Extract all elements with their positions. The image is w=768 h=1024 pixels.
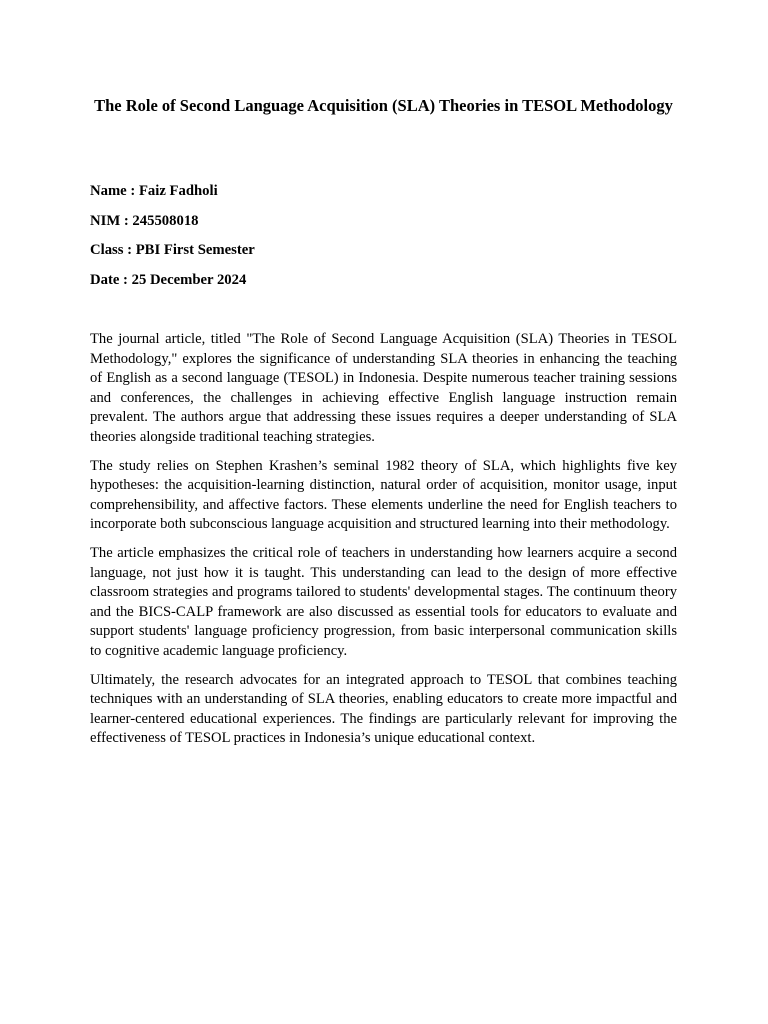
paragraph-3: The article emphasizes the critical role of teachers in understanding how learners acquire a second language, not just how it is taught. This understanding can lead to the design of more effective classroom strategies and programs tailored to students' developmental stages. The continuum theory and the BICS-CALP framework are also discussed as essential tools for educators to evaluate and support students' language proficiency progression, from basic interpersonal communication skills to cognitive academic language proficiency. — [90, 545, 677, 659]
paragraph-2: The study relies on Stephen Krashen’s seminal 1982 theory of SLA, which highlights five key hypotheses: the acquisition-learning distinction, natural order of acquisition, monitor usage, input comprehensibility, and affective factors. These elements underline the need for English teachers to incorporate both subconscious language acquisition and structured learning into their methodology. — [90, 457, 677, 532]
document-body — [90, 330, 677, 758]
document-title: The Role of Second Language Acquisition (SLA) Theories in TESOL Methodology — [94, 96, 673, 115]
meta-nim: NIM : 245508018 — [90, 212, 199, 229]
author-info-block — [90, 182, 677, 300]
paragraph-1: The journal article, titled "The Role of Second Language Acquisition (SLA) Theories in TESOL Methodology," explores the significance of understanding SLA theories in enhancing the teaching of English as a second language (TESOL) in Indonesia. Despite numerous teacher training sessions and conferences, the challenges in achieving effective English language instruction remain prevalent. The authors argue that addressing these issues requires a deeper understanding of SLA theories alongside traditional teaching strategies. — [90, 331, 677, 445]
meta-class: Class : PBI First Semester — [90, 242, 255, 258]
meta-name: Name : Faiz Fadholi — [90, 183, 218, 199]
meta-date: Date : 25 December 2024 — [90, 271, 247, 288]
paragraph-4: Ultimately, the research advocates for an integrated approach to TESOL that combines teaching techniques with an understanding of SLA theories, enabling educators to create more impactful and learner-centered educational experiences. The findings are particularly relevant for improving the effectiveness of TESOL practices in Indonesia’s unique educational context. — [90, 671, 677, 746]
